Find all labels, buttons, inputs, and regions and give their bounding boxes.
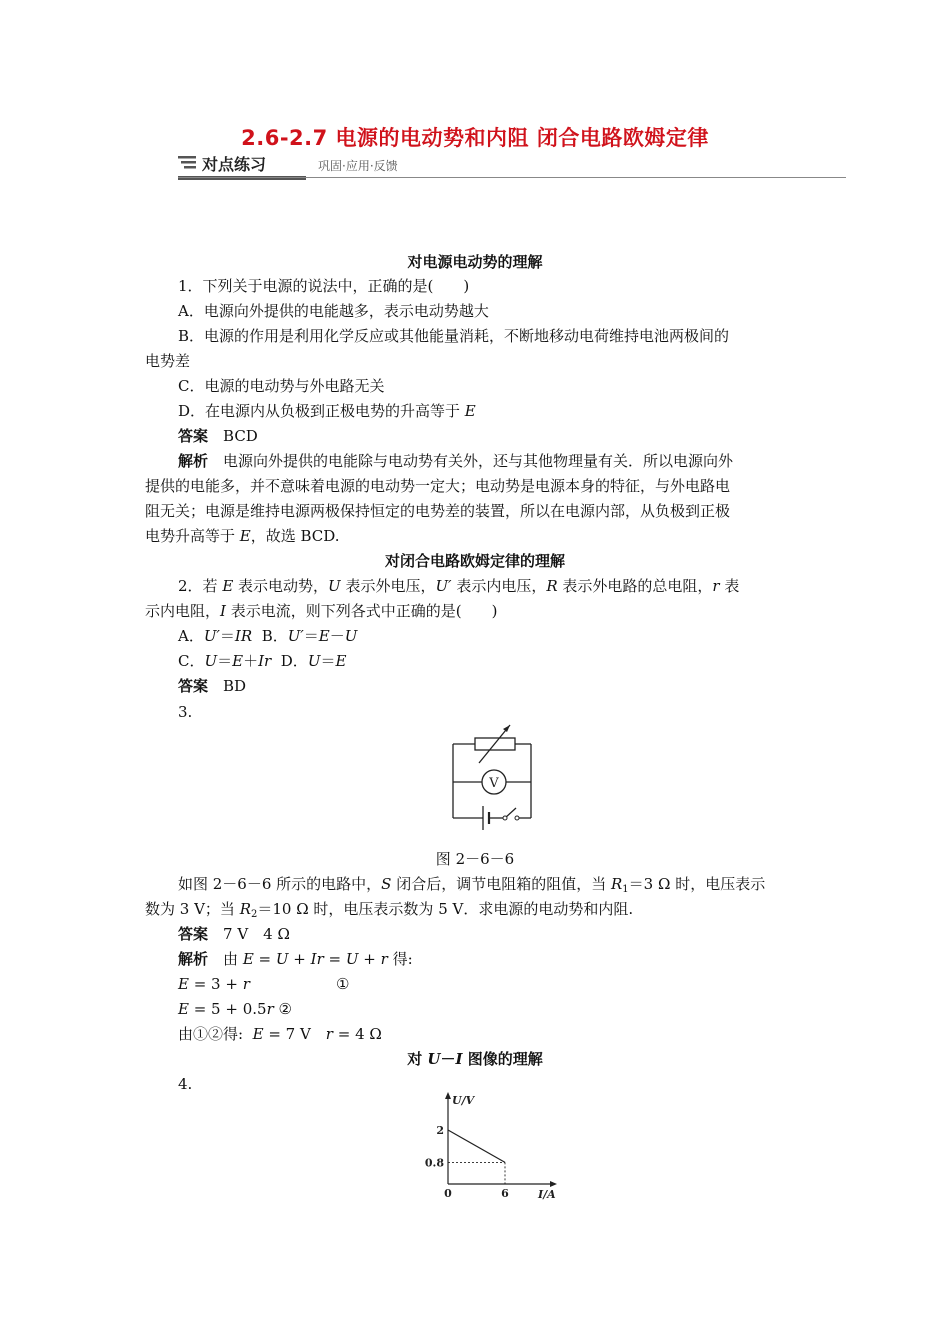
analysis-text: 电势升高等于 [145,527,240,545]
var: U [307,652,321,670]
var: E [252,1025,264,1043]
text: D． [271,652,308,670]
equation-marker-1: ① [336,975,350,993]
q3-equation-2 [178,998,292,1020]
var: U′ [287,627,304,645]
var: r [712,577,720,595]
figure-caption: 图 2－6－6 [435,850,515,868]
var: r [380,950,388,968]
q3-answer [178,923,290,945]
answer-value: BCD [223,427,258,445]
answer-label: 答案 [178,925,209,943]
var: U [344,627,358,645]
q1-option-a: A．电源向外提供的电能越多，表示电动势越大 [178,302,489,320]
var: E [178,1000,189,1018]
text: 表示电动势， [233,577,329,595]
q1-analysis-4 [145,525,340,547]
text: 闭合后，调节电阻箱的阻值，当 [391,875,611,893]
text: = [323,950,346,968]
text: A． [178,627,204,645]
y-tick-label: 2 [436,1124,444,1137]
text: ② [273,1000,292,1018]
answer-label: 答案 [178,427,209,445]
text: ＝3 Ω 时，电压表示 [628,875,766,893]
text: 如图 2－6－6 所示的电路中， [178,875,382,893]
var: E [222,577,234,595]
text: B． [252,627,288,645]
var: I [455,1050,463,1068]
x-axis-arrow-icon [550,1181,557,1187]
banner-rule [178,177,846,178]
text: ＝ [303,627,319,645]
var: U [204,652,218,670]
text: 2．若 [178,577,223,595]
var: r [325,1025,333,1043]
banner-stripes-icon [178,156,200,172]
var: U [345,950,359,968]
analysis-label: 解析 [178,950,209,968]
text: 由①②得: [178,1025,253,1043]
var: S [381,875,392,893]
x-tick-label: 6 [501,1187,509,1200]
page-title: 2.6-2.7 电源的电动势和内阻 闭合电路欧姆定律 [241,126,709,150]
text: C． [178,652,205,670]
text: ＝ [219,627,235,645]
text: = 3 + [188,975,243,993]
answer-value: BD [223,677,247,695]
ui-graph [418,1090,568,1202]
text: － [440,1050,456,1068]
q1-option-b: B．电源的作用是利用化学反应或其他能量消耗，不断地移动电荷维持电池两极间的 [178,327,730,345]
q4-number: 4. [178,1075,193,1093]
text: 得: [387,950,413,968]
var: R [611,875,623,893]
q1-analysis-3: 阻无关；电源是维持电源两极保持恒定的电势差的装置，所以在电源内部，从负极到正极 [145,502,731,520]
y-axis-label: U/V [452,1094,475,1107]
text: ＋ [243,652,259,670]
var: E [242,950,254,968]
q3-stem-2 [145,898,633,920]
y-tick-label: 0.8 [424,1156,444,1170]
q2-options-cd [178,650,346,672]
var: E [232,652,244,670]
var-e: E [239,527,251,545]
q2-options-ab [178,625,357,647]
var: R [239,900,251,918]
q1-option-b-cont: 电势差 [145,352,191,370]
q3-analysis-1 [178,948,413,970]
var: U′ [203,627,220,645]
circuit-diagram [445,718,540,836]
var: IR [234,627,253,645]
q3-result [178,1023,382,1045]
var: Ir [310,950,324,968]
text: 示内电阻， [145,602,221,620]
q1-analysis-2: 提供的电能多，并不意味着电源的电动势一定大；电动势是电源本身的特征，与外电路电 [145,477,731,495]
text: = 4 Ω [332,1025,382,1043]
text: = [253,950,276,968]
var: U [328,577,341,595]
text: 表示外电压， [340,577,436,595]
text: 表示内电压， [451,577,547,595]
analysis-label: 解析 [178,452,209,470]
x-axis-label: I/A [538,1188,556,1201]
text: + [288,950,311,968]
q1-analysis-1 [178,450,733,472]
subscript: 2 [250,909,258,920]
banner-heading: 对点练习 [202,155,267,174]
text: 图像的理解 [462,1050,543,1068]
q3-number: 3. [178,703,193,721]
var-e: E [464,402,476,420]
var: E [335,652,347,670]
q2-stem-2 [145,600,497,622]
text: 对 [407,1050,428,1068]
series-line [448,1130,505,1162]
x-tick-label: 0 [444,1187,452,1200]
var: r [242,975,250,993]
text: = 5 + 0.5 [188,1000,267,1018]
section-heading-1: 对电源电动势的理解 [407,253,543,271]
q3-stem-1 [178,873,765,895]
var: r [266,1000,274,1018]
text: + [358,950,381,968]
section-heading-2: 对闭合电路欧姆定律的理解 [384,552,565,570]
q2-stem-1 [178,575,739,597]
text: 表示电流，则下列各式中正确的是( ) [225,602,498,620]
text: ＝ [320,652,336,670]
var: R [546,577,558,595]
var: Ir [258,652,272,670]
var: U [427,1050,441,1068]
var: U′ [435,577,452,595]
analysis-text: ，故选 BCD. [250,527,340,545]
text: 数为 3 V；当 [145,900,240,918]
q3-equation-1 [178,973,250,995]
text: ＝10 Ω 时，电压表示数为 5 V．求电源的电动势和内阻. [257,900,634,918]
text: 表 [719,577,740,595]
answer-value: 7 V 4 Ω [223,925,290,943]
text: － [329,627,345,645]
q1-stem: 1．下列关于电源的说法中，正确的是( ) [178,277,470,295]
text: 表示外电路的总电阻， [557,577,713,595]
practice-banner [178,150,846,180]
voltmeter-label: V [489,776,499,791]
text: ＝ [217,652,233,670]
text: = 7 V [263,1025,326,1043]
analysis-text: 电源向外提供的电能除与电动势有关外，还与其他物理量有关．所以电源向外 [223,452,734,470]
q1-option-d [178,400,476,422]
text: 由 [223,950,243,968]
y-axis-arrow-icon [445,1092,451,1099]
var: E [178,975,189,993]
q1-option-c: C．电源的电动势与外电路无关 [178,377,385,395]
var: U [275,950,289,968]
var: I [220,602,226,620]
banner-subtitle: 巩固·应用·反馈 [318,159,398,173]
q1-option-d-text: D．在电源内从负极到正极电势的升高等于 [178,402,465,420]
section-heading-3 [0,1048,950,1070]
q2-answer [178,675,246,697]
q1-answer [178,425,258,447]
answer-label: 答案 [178,677,209,695]
var: E [318,627,330,645]
subscript: 1 [622,884,629,895]
